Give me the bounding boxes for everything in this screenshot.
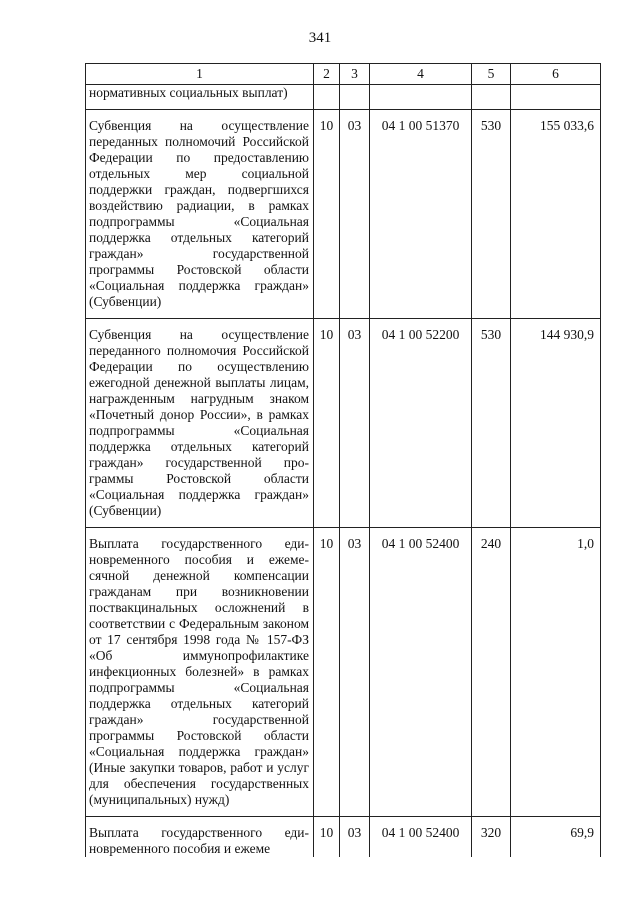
row-name: Выплата государственного единовременного пособия и ежеме: [86, 817, 314, 858]
row-target-code: 04 1 00 51370: [370, 110, 472, 319]
row-subsection: 03: [340, 528, 370, 817]
budget-table: [85, 63, 601, 857]
row-section: 10: [314, 319, 340, 528]
table-row: [86, 319, 601, 528]
row-amount: 155 033,6: [511, 110, 601, 319]
row-amount: 144 930,9: [511, 319, 601, 528]
row-expense-type: 240: [472, 528, 511, 817]
row-amount: [511, 85, 601, 110]
row-subsection: 03: [340, 319, 370, 528]
row-subsection: 03: [340, 817, 370, 858]
row-amount: 69,9: [511, 817, 601, 858]
column-header-6: 6: [511, 64, 601, 85]
column-header-3: 3: [340, 64, 370, 85]
row-section: 10: [314, 817, 340, 858]
row-target-code: 04 1 00 52200: [370, 319, 472, 528]
column-header-4: 4: [370, 64, 472, 85]
row-amount: 1,0: [511, 528, 601, 817]
row-name: Субвенция на осуществление переданного полномочия Российской Федерации по осуществлению ежегодной денежной выплаты лицам, награжденным нагрудным знаком «Почетный донор России», в рамках подпрограммы «Социальная поддержка отдельных категорий граждан» государственной программы Ростовской области «Социальная поддержка граждан» (Субвенции): [86, 319, 314, 528]
table-row: [86, 528, 601, 817]
row-section: 10: [314, 528, 340, 817]
row-subsection: 03: [340, 110, 370, 319]
row-expense-type: 530: [472, 110, 511, 319]
column-header-5: 5: [472, 64, 511, 85]
row-target-code: 04 1 00 52400: [370, 817, 472, 858]
row-section: [314, 85, 340, 110]
row-name: нормативных социальных выплат): [86, 85, 314, 110]
row-subsection: [340, 85, 370, 110]
row-expense-type: [472, 85, 511, 110]
row-name: Выплата государственного единовременного пособия и ежемесячной денежной компенсации гражданам при возникновении поствакцинальных осложнений в соответствии с Федеральным законом от 17 сентября 1998 года № 157-ФЗ «Об иммунопрофилактике инфекционных болезней» в рамках подпрограммы «Социальная поддержка отдельных категорий граждан» государственной программы Ростовской области «Социальная поддержка граждан» (Иные закупки товаров, работ и услуг для обеспечения государственных (муниципальных) нужд): [86, 528, 314, 817]
row-name: Субвенция на осуществление переданных полномочий Российской Федерации по предоставлению отдельных мер социальной поддержки граждан, подвергшихся воздействию радиации, в рамках подпрограммы «Социальная поддержка отдельных категорий граждан» государственной программы Ростовской области «Социальная поддержка граждан» (Субвенции): [86, 110, 314, 319]
table-header-row: [86, 64, 601, 85]
table-row: [86, 85, 601, 110]
page-number: 341: [308, 30, 332, 46]
row-expense-type: 320: [472, 817, 511, 858]
table-row: [86, 110, 601, 319]
column-header-1: 1: [86, 64, 314, 85]
row-section: 10: [314, 110, 340, 319]
row-target-code: 04 1 00 52400: [370, 528, 472, 817]
table-row: [86, 817, 601, 858]
column-header-2: 2: [314, 64, 340, 85]
row-expense-type: 530: [472, 319, 511, 528]
row-target-code: [370, 85, 472, 110]
